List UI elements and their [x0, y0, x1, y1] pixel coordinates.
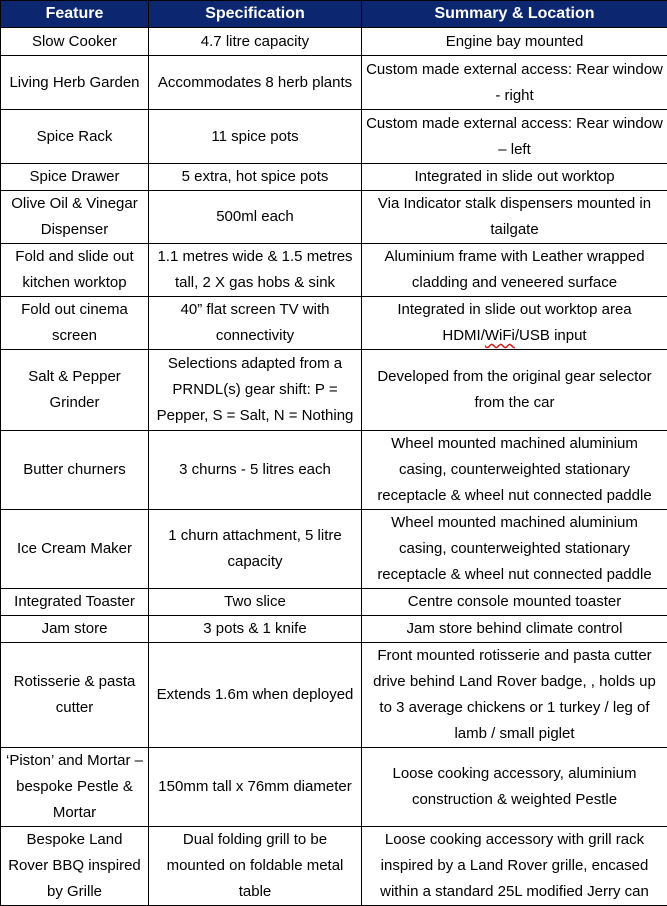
- summary-line-suffix: /USB input: [515, 327, 587, 344]
- table-row: [1, 297, 667, 350]
- summary-cell: Via Indicator stalk dispensers mounted in tailgate: [362, 191, 667, 244]
- feature-cell: ‘Piston’ and Mortar – bespoke Pestle & Mortar: [1, 748, 149, 827]
- spec-cell: Dual folding grill to be mounted on foldable metal table: [149, 827, 362, 906]
- feature-cell: Salt & Pepper Grinder: [1, 350, 149, 431]
- table-row: [1, 589, 667, 616]
- summary-cell: [362, 297, 667, 350]
- spec-cell: 500ml each: [149, 191, 362, 244]
- table-row: [1, 244, 667, 297]
- feature-cell: Spice Drawer: [1, 164, 149, 191]
- table-row: [1, 510, 667, 589]
- summary-line-prefix: HDMI/: [442, 327, 485, 344]
- spec-cell: Two slice: [149, 589, 362, 616]
- header-feature: Feature: [1, 1, 149, 28]
- table-row: [1, 110, 667, 164]
- feature-cell: Ice Cream Maker: [1, 510, 149, 589]
- summary-cell: Loose cooking accessory, aluminium construction & weighted Pestle: [362, 748, 667, 827]
- feature-cell: Spice Rack: [1, 110, 149, 164]
- summary-cell: Custom made external access: Rear window - right: [362, 56, 667, 110]
- spec-cell: Selections adapted from a PRNDL(s) gear shift: P = Pepper, S = Salt, N = Nothing: [149, 350, 362, 431]
- spec-cell: 1 churn attachment, 5 litre capacity: [149, 510, 362, 589]
- feature-cell: Integrated Toaster: [1, 589, 149, 616]
- spec-cell: Accommodates 8 herb plants: [149, 56, 362, 110]
- feature-cell: Butter churners: [1, 431, 149, 510]
- summary-cell: Aluminium frame with Leather wrapped cladding and veneered surface: [362, 244, 667, 297]
- table-row: [1, 164, 667, 191]
- table-row: [1, 56, 667, 110]
- header-specification: Specification: [149, 1, 362, 28]
- feature-cell: Rotisserie & pasta cutter: [1, 643, 149, 748]
- spec-cell: 3 churns - 5 litres each: [149, 431, 362, 510]
- table-row: [1, 827, 667, 906]
- summary-cell: Centre console mounted toaster: [362, 589, 667, 616]
- spec-cell: 40” flat screen TV with connectivity: [149, 297, 362, 350]
- feature-cell: Bespoke Land Rover BBQ inspired by Grille: [1, 827, 149, 906]
- summary-cell: Wheel mounted machined aluminium casing, counterweighted stationary receptacle & wheel nut connected paddle: [362, 431, 667, 510]
- spec-cell: 5 extra, hot spice pots: [149, 164, 362, 191]
- spec-cell: 150mm tall x 76mm diameter: [149, 748, 362, 827]
- feature-cell: Fold out cinema screen: [1, 297, 149, 350]
- summary-cell: Jam store behind climate control: [362, 616, 667, 643]
- header-summary-location: Summary & Location: [362, 1, 667, 28]
- spec-cell: 3 pots & 1 knife: [149, 616, 362, 643]
- table-row: [1, 431, 667, 510]
- feature-cell: Slow Cooker: [1, 28, 149, 56]
- table-row: [1, 748, 667, 827]
- table-row: [1, 350, 667, 431]
- summary-cell: Loose cooking accessory with grill rack inspired by a Land Rover grille, encased within a standard 25L modified Jerry can: [362, 827, 667, 906]
- feature-cell: Fold and slide out kitchen worktop: [1, 244, 149, 297]
- table-row: [1, 616, 667, 643]
- table-row: [1, 643, 667, 748]
- summary-cell: Developed from the original gear selector from the car: [362, 350, 667, 431]
- feature-cell: Olive Oil & Vinegar Dispenser: [1, 191, 149, 244]
- feature-cell: Living Herb Garden: [1, 56, 149, 110]
- summary-cell: Wheel mounted machined aluminium casing, counterweighted stationary receptacle & wheel nut connected paddle: [362, 510, 667, 589]
- spec-cell: 1.1 metres wide & 1.5 metres tall, 2 X gas hobs & sink: [149, 244, 362, 297]
- summary-cell: Custom made external access: Rear window – left: [362, 110, 667, 164]
- spec-cell: Extends 1.6m when deployed: [149, 643, 362, 748]
- spec-cell: 11 spice pots: [149, 110, 362, 164]
- header-row: [1, 1, 667, 28]
- summary-cell: Engine bay mounted: [362, 28, 667, 56]
- spellcheck-word: WiFi: [485, 327, 515, 344]
- summary-cell: Front mounted rotisserie and pasta cutter drive behind Land Rover badge, , holds up to 3 average chickens or 1 turkey / leg of lamb / small piglet: [362, 643, 667, 748]
- table-row: [1, 191, 667, 244]
- spec-cell: 4.7 litre capacity: [149, 28, 362, 56]
- table-row: [1, 28, 667, 56]
- summary-cell: Integrated in slide out worktop: [362, 164, 667, 191]
- summary-line: Integrated in slide out worktop area: [397, 301, 631, 318]
- feature-cell: Jam store: [1, 616, 149, 643]
